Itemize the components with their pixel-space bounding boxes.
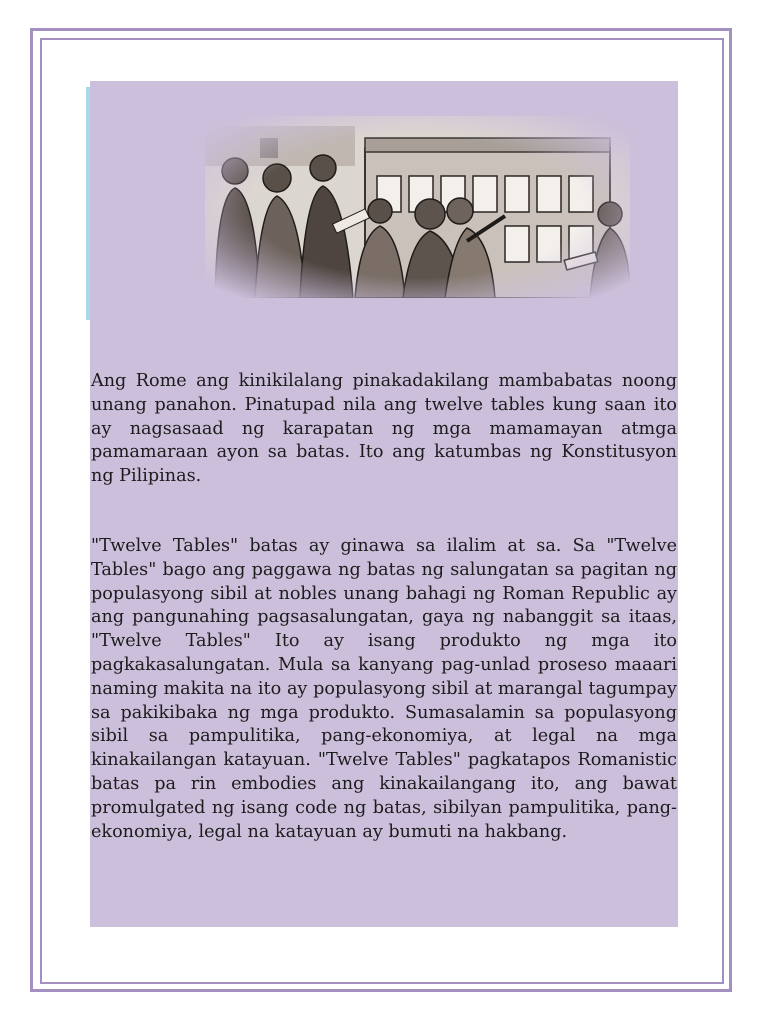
- paragraph-2: "Twelve Tables" batas ay ginawa sa ilalim at sa. Sa "Twelve Tables" bago ang paggawa ng batas ng salungatan sa pagitan ng populasyong sibil at nobles unang bahagi ng Roman Republic ay ang pangunahing pagsasalungatan, gaya ng nabanggit sa itaas, "Twelve Tables" Ito ay isang produkto ng mga ito pagkakasalungatan. Mula sa kanyang pag-unlad proseso maaari naming makita na ito ay populasyong sibil at marangal tagumpay sa pakikibaka ng mga produkto. Sumasalamin sa populasyong sibil sa pampulitika, pang-ekonomiya, at legal na mga kinakailangan katayuan. "Twelve Tables" pagkatapos Romanistic batas pa rin embodies ang kinakailangang ito, ang bawat promulgated ng isang code ng batas, sibilyan pampulitika, pang-ekonomiya, legal na katayuan ay bumuti na hakbang.: [91, 536, 677, 842]
- paragraph-1: Ang Rome ang kinikilalang pinakadakilang mambabatas noong unang panahon. Pinatupad nila ang twelve tables kung saan ito ay nagsasaad ng karapatan ng mga mamamayan atmga pamamaraan ayon sa batas. Ito ang katumbas ng Konstitusyon ng Pilipinas.: [91, 371, 677, 487]
- accent-bar: [86, 87, 90, 320]
- twelve-tables-illustration: [205, 116, 630, 298]
